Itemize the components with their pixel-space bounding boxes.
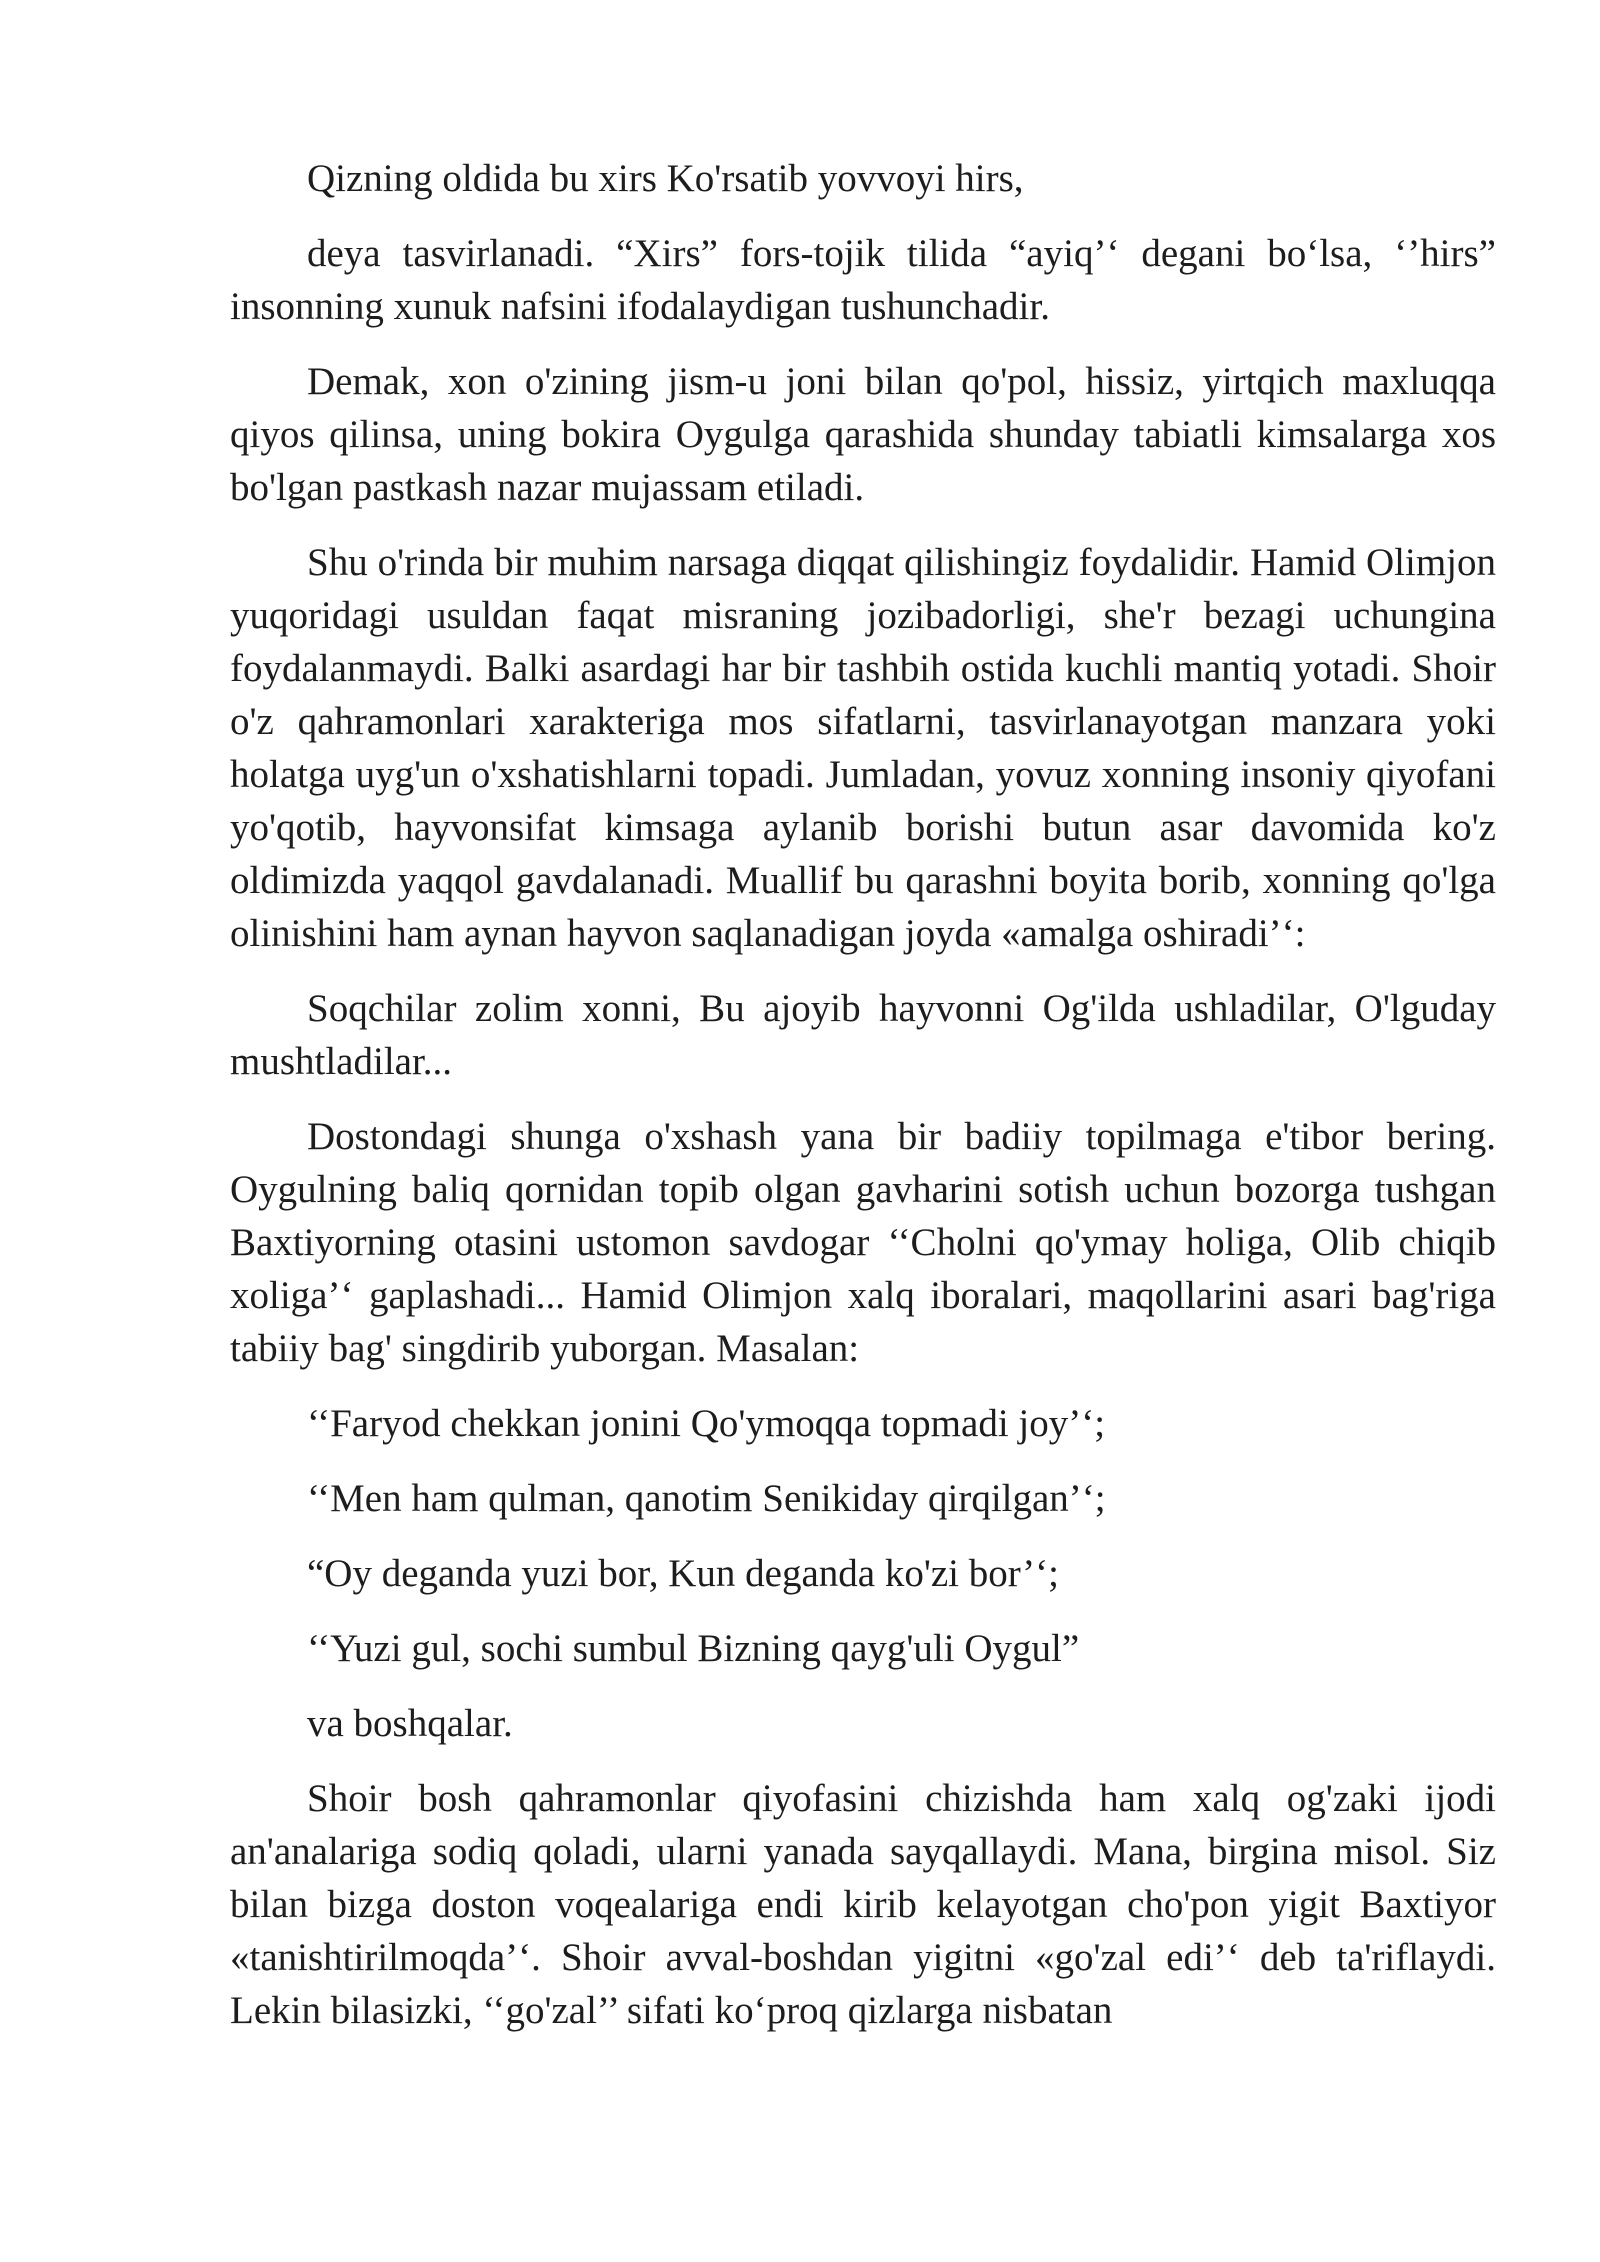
paragraph: Dostondagi shunga o'xshash yana bir badiiy topilmaga e'tibor bering. Oygulning baliq qornidan topib olgan gavharini sotish uchun bozorga tushgan Baxtiyorning otasini ustomon savdogar ‘‘Cholni qo'ymay holiga, Olib chiqib xoliga’‘ gaplashadi... Hamid Olimjon xalq iboralari, maqollarini asari bag'riga tabiiy bag' singdirib yuborgan. Masalan: <box>230 1115 1496 1370</box>
verse-line: ‘‘Men ham qulman, qanotim Senikiday qirqilgan’‘; <box>307 1477 1106 1520</box>
paragraph: Soqchilar zolim xonni, Bu ajoyib hayvonni Og'ilda ushladilar, O'lguday mushtladilar... <box>230 987 1496 1083</box>
verse-line: ‘‘Faryod chekkan jonini Qo'ymoqqa topmadi joy’‘; <box>307 1402 1106 1445</box>
document-body <box>230 152 1496 2037</box>
paragraph: Shoir bosh qahramonlar qiyofasini chizishda ham xalq og'zaki ijodi an'analariga sodiq qoladi, ularni yanada sayqallaydi. Mana, birgina misol. Siz bilan bizga doston voqealariga endi kirib kelayotgan cho'pon yigit Baxtiyor «tanishtirilmoqda’‘. Shoir avval-boshdan yigitni «go'zal edi’‘ deb ta'riflaydi. Lekin bilasizki, ‘‘go'zal’’ sifati ko‘proq qizlarga nisbatan <box>230 1777 1496 2032</box>
verse-line: ‘‘Yuzi gul, sochi sumbul Bizning qayg'uli Oygul” <box>307 1627 1080 1670</box>
paragraph: Demak, xon o'zining jism-u joni bilan qo'pol, hissiz, yirtqich maxluqqa qiyos qilinsa, uning bokira Oygulga qarashida shunday tabiatli kimsalarga xos bo'lgan pastkash nazar mujassam etiladi. <box>230 360 1496 509</box>
verse-line: va boshqalar. <box>307 1702 513 1745</box>
verse-line: “Oy deganda yuzi bor, Kun deganda ko'zi bor’‘; <box>307 1552 1059 1595</box>
paragraph: Shu o'rinda bir muhim narsaga diqqat qilishingiz foydalidir. Hamid Olimjon yuqoridagi usuldan faqat misraning jozibadorligi, she'r bezagi uchungina foydalanmaydi. Balki asardagi har bir tashbih ostida kuchli mantiq yotadi. Shoir o'z qahramonlari xarakteriga mos sifatlarni, tasvirlanayotgan manzara yoki holatga uyg'un o'xshatishlarni topadi. Jumladan, yovuz xonning insoniy qiyofani yo'qotib, hayvonsifat kimsaga aylanib borishi butun asar davomida ko'z oldimizda yaqqol gavdalanadi. Muallif bu qarashni boyita borib, xonning qo'lga olinishini ham aynan hayvon saqlanadigan joyda «amalga oshiradi’‘: <box>230 541 1496 955</box>
paragraph: deya tasvirlanadi. “Xirs” fors-tojik tilida “ayiq’‘ degani bo‘lsa, ‘’hirs” insonning xunuk nafsini ifodalaydigan tushunchadir. <box>230 232 1496 328</box>
verse-line: Qizning oldida bu xirs Ko'rsatib yovvoyi hirs, <box>307 157 1024 200</box>
